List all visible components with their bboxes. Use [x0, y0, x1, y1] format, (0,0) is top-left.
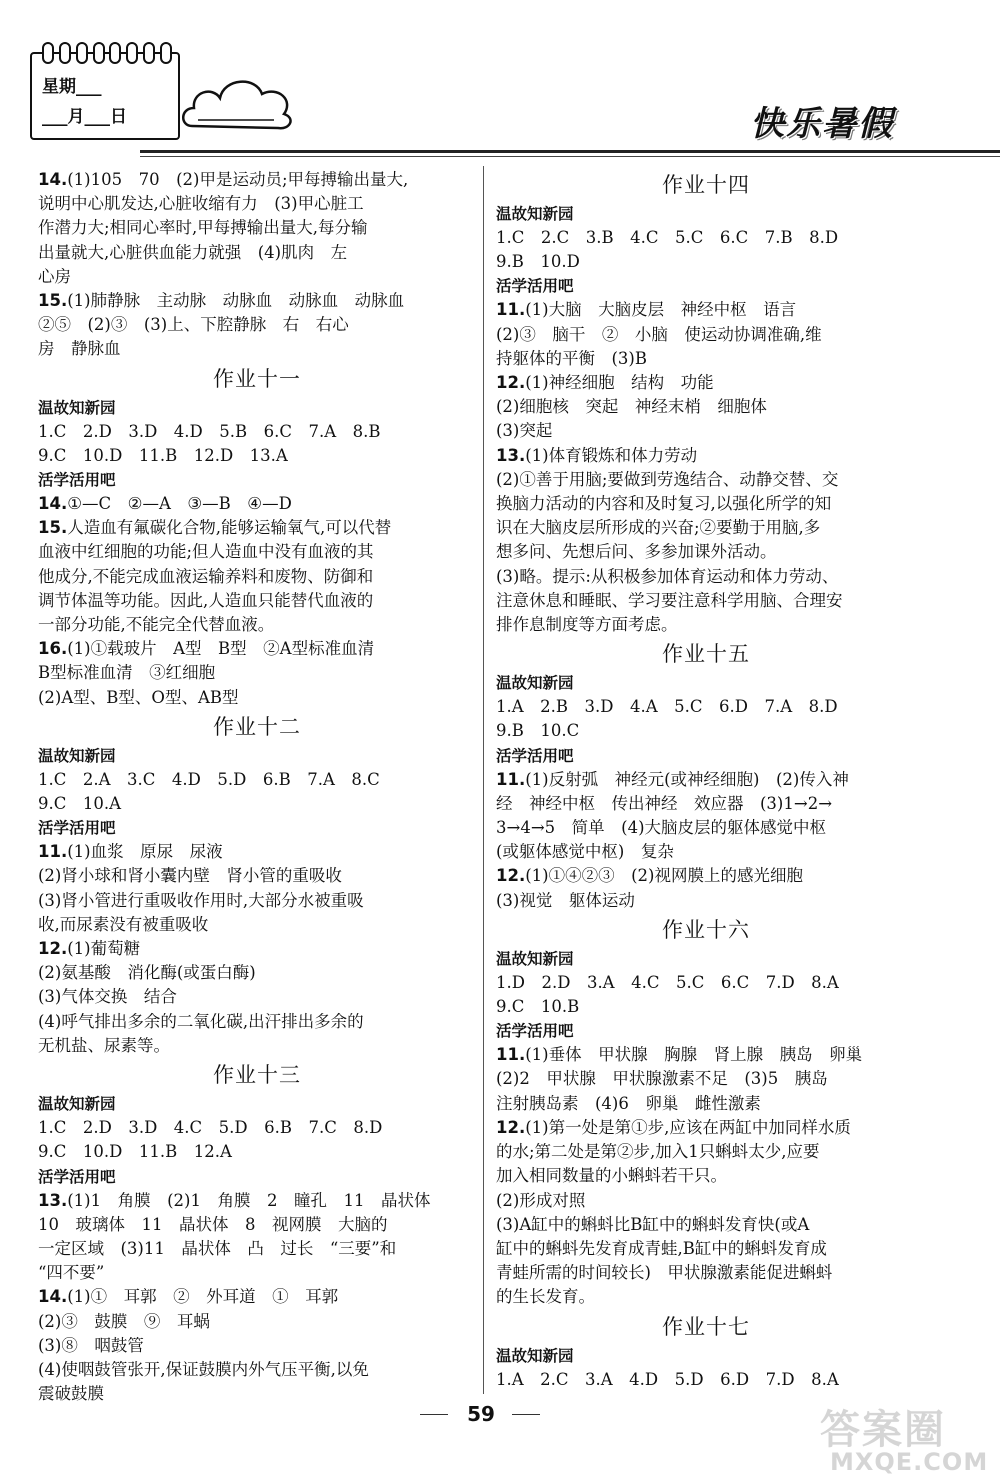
assignment-title: 作业十六: [662, 917, 750, 942]
section-heading: 活学活用吧: [38, 1167, 116, 1186]
answer-text: (1)105 70 (2)甲是运动员;甲每搏输出量大,: [67, 170, 409, 189]
answer-text: (2)细胞核 突起 神经末梢 细胞体: [496, 397, 767, 417]
cloud-icon: [178, 68, 298, 138]
answer-text: 想多问、先想后问、多参加课外活动。: [496, 542, 777, 562]
answer-text: (2)①善于用脑;要做到劳逸结合、动静交替、交: [496, 469, 839, 489]
section-heading: 活学活用吧: [38, 471, 116, 490]
answer-text: (3)⑧ 咽鼓管: [38, 1335, 144, 1355]
question-answer: [496, 1116, 916, 1310]
answer-line: 9.C 10.D 11.B 12.A: [38, 1142, 232, 1162]
answer-line: 9.C 10.A: [38, 794, 122, 814]
answer-text: ①—C ②—A ③—B ④—D: [67, 494, 292, 514]
question-number: 12.: [38, 939, 68, 959]
answer-line: 9.B 10.C: [496, 721, 580, 741]
question-number: 12.: [496, 373, 526, 393]
weekday-blank: 星期___: [42, 77, 102, 97]
answer-text: 加入相同数量的小蝌蚪若干只。: [496, 1166, 727, 1186]
answer-text: 的生长发育。: [496, 1287, 595, 1307]
footer-dash-left: [420, 1414, 448, 1415]
question-answer: [38, 1285, 476, 1406]
answer-first-line: [38, 168, 476, 192]
answer-text: (3)视觉 躯体运动: [496, 890, 635, 910]
question-number: 14.: [38, 170, 68, 189]
answer-line: 1.D 2.D 3.A 4.C 5.C 6.C 7.D 8.A: [496, 972, 839, 992]
answer-text: (2)③ 脑干 ② 小脑 使运动协调准确,维: [496, 324, 822, 344]
answer-text: (2)形成对照: [496, 1190, 586, 1210]
answer-text: (1)肺静脉 主动脉 动脉血 动脉血 动脉血: [67, 291, 405, 311]
answer-text: 一部分功能,不能完全代替血液。: [38, 615, 275, 635]
answer-line: 9.B 10.D: [496, 252, 580, 272]
assignment-title: 作业十五: [662, 642, 750, 667]
answer-text: (3)气体交换 结合: [38, 987, 177, 1007]
question-answer: [496, 298, 916, 371]
answer-text: (1)血浆 原尿 尿液: [67, 842, 223, 862]
answer-first-line: [496, 1043, 916, 1067]
header-rule: [140, 150, 1000, 153]
answer-text: (1)神经细胞 结构 功能: [525, 373, 714, 393]
assignment-title: 作业十四: [662, 173, 750, 197]
assignment-title: 作业十一: [213, 366, 301, 391]
question-number: 12.: [496, 866, 526, 886]
footer-dash-right: [512, 1414, 540, 1415]
question-answer: [496, 1043, 916, 1116]
answer-text: (1)第一处是第①步,应该在两缸中加同样水质: [525, 1117, 851, 1137]
header-rule-thin: [140, 156, 1000, 157]
answer-first-line: [496, 298, 916, 322]
answer-text: 他成分,不能完成血液运输养料和废物、防御和: [38, 566, 374, 586]
question-number: 11.: [496, 769, 526, 789]
answer-text: ②⑤ (2)③ (3)上、下腔静脉 右 右心: [38, 315, 349, 335]
question-answer: [38, 168, 476, 289]
answer-text: 一定区域 (3)11 晶状体 凸 过长 “三要”和: [38, 1238, 397, 1258]
question-number: 15.: [38, 291, 68, 311]
answer-text: 10 玻璃体 11 晶状体 8 视网膜 大脑的: [38, 1214, 388, 1234]
question-number: 14.: [38, 494, 68, 514]
answer-first-line: [496, 371, 916, 395]
section-heading: 活学活用吧: [38, 819, 116, 838]
left-column: [38, 168, 476, 1406]
section-heading: 温故知新园: [38, 746, 116, 765]
section-heading: 温故知新园: [496, 949, 574, 968]
question-answer: [496, 371, 916, 444]
answer-text: 血液中红细胞的功能;但人造血中没有血液的其: [38, 542, 374, 562]
answer-text: (3)略。提示:从积极参加体育运动和体力劳动、: [496, 566, 839, 586]
question-answer: [496, 444, 916, 638]
section-heading: 温故知新园: [38, 398, 116, 417]
section-heading: 温故知新园: [38, 1095, 116, 1114]
calendar-date-box: [30, 52, 180, 140]
answer-first-line: [38, 289, 476, 313]
question-answer: [38, 840, 476, 937]
answer-text: (2)③ 鼓膜 ⑨ 耳蜗: [38, 1311, 210, 1331]
question-number: 13.: [38, 1190, 68, 1210]
answer-text: 无机盐、尿素等。: [38, 1035, 170, 1055]
answer-text: (或躯体感觉中枢) 复杂: [496, 842, 674, 862]
question-number: 14.: [38, 1287, 68, 1307]
answer-line: 9.C 10.D 11.B 12.D 13.A: [38, 445, 288, 465]
section-heading: 温故知新园: [496, 1346, 574, 1365]
question-answer: [38, 492, 476, 516]
watermark-text: 答案圈: [820, 1407, 946, 1453]
answer-first-line: [38, 637, 476, 661]
question-answer: [496, 768, 916, 865]
answer-text: 排作息制度等方面考虑。: [496, 615, 678, 635]
answer-text: 说明中心肌发达,心脏收缩有力 (3)甲心脏工: [38, 194, 364, 214]
answer-first-line: [496, 768, 916, 792]
question-number: 13.: [496, 445, 526, 465]
answer-text: 的水;第二处是第②步,加入1只蝌蚪太少,应要: [496, 1142, 820, 1162]
answer-text: (1)大脑 大脑皮层 神经中枢 语言: [525, 300, 797, 320]
answer-text: (3)肾小管进行重吸收作用时,大部分水被重吸: [38, 890, 364, 910]
question-answer: [38, 516, 476, 637]
answer-text: (1)①④②③ (2)视网膜上的感光细胞: [525, 866, 803, 886]
answer-text: (1)① 耳郭 ② 外耳道 ① 耳郭: [67, 1287, 339, 1307]
answer-line: 1.C 2.D 3.D 4.D 5.B 6.C 7.A 8.B: [38, 421, 381, 441]
answer-text: 人造血有氟碳化合物,能够运输氧气,可以代替: [67, 518, 392, 538]
page-header: [0, 0, 1000, 160]
section-heading: 温故知新园: [496, 205, 574, 223]
answer-line: 1.A 2.C 3.A 4.D 5.D 6.D 7.D 8.A: [496, 1369, 839, 1389]
answer-text: (4)使咽鼓管张开,保证鼓膜内外气压平衡,以免: [38, 1359, 369, 1379]
answer-text: (1)1 角膜 (2)1 角膜 2 瞳孔 11 晶状体: [67, 1190, 431, 1210]
section-heading: 活学活用吧: [496, 277, 574, 296]
section-heading: 温故知新园: [496, 674, 574, 693]
assignment-title: 作业十七: [662, 1314, 750, 1339]
answer-text: “四不要”: [38, 1263, 105, 1283]
date-blank: ___月___日: [42, 107, 127, 127]
question-number: 15.: [38, 518, 68, 538]
answer-first-line: [38, 937, 476, 961]
answer-text: B型标准血清 ③红细胞: [38, 663, 216, 683]
answer-first-line: [38, 1189, 476, 1213]
answer-text: 震破鼓膜: [38, 1384, 104, 1404]
answer-text: (2)2 甲状腺 甲状腺激素不足 (3)5 胰岛: [496, 1069, 828, 1089]
question-answer: [38, 937, 476, 1058]
answer-text: 青蛙所需的时间较长) 甲状腺激素能促进蝌蚪: [496, 1263, 833, 1283]
answer-text: (1)葡萄糖: [67, 939, 141, 959]
question-answer: [38, 289, 476, 362]
answer-text: (1)垂体 甲状腺 胸腺 肾上腺 胰岛 卵巢: [525, 1045, 863, 1065]
answer-line: 1.C 2.D 3.D 4.C 5.D 6.B 7.C 8.D: [38, 1118, 383, 1138]
column-divider: [483, 166, 484, 1394]
answer-first-line: [38, 1285, 476, 1309]
answer-first-line: [496, 444, 916, 468]
page-number: 59: [467, 1402, 495, 1426]
answer-line: 1.C 2.C 3.B 4.C 5.C 6.C 7.B 8.D: [496, 228, 839, 247]
answer-line: 1.C 2.A 3.C 4.D 5.D 6.B 7.A 8.C: [38, 769, 380, 789]
answer-text: 调节体温等功能。因此,人造血只能替代血液的: [38, 590, 374, 610]
question-number: 11.: [496, 1045, 526, 1065]
question-number: 11.: [496, 300, 526, 320]
happy-summer-logo: [750, 96, 950, 146]
answer-text: (3)A缸中的蝌蚪比B缸中的蝌蚪发育快(或A: [496, 1214, 810, 1234]
answer-first-line: [38, 492, 476, 516]
answer-text: (1)反射弧 神经元(或神经细胞) (2)传入神: [525, 769, 849, 789]
answer-text: (4)呼气排出多余的二氧化碳,出汗排出多余的: [38, 1011, 364, 1031]
question-answer: [38, 637, 476, 710]
answer-text: 作潜力大;相同心率时,甲每搏输出量大,每分输: [38, 218, 368, 238]
answer-first-line: [38, 516, 476, 540]
watermark-logo: [820, 1398, 990, 1478]
watermark-url: MXQE.COM: [830, 1448, 989, 1476]
answer-text: 出量就大,心脏供血能力就强 (4)肌肉 左: [38, 242, 348, 262]
answer-text: 3→4→5 简单 (4)大脑皮层的躯体感觉中枢: [496, 818, 827, 838]
question-number: 16.: [38, 639, 68, 659]
right-column: [496, 168, 916, 1392]
answer-text: (2)肾小球和肾小囊内壁 肾小管的重吸收: [38, 866, 342, 886]
section-heading: 活学活用吧: [496, 1022, 574, 1041]
answer-text: 房 静脉血: [38, 339, 121, 359]
answer-first-line: [496, 864, 916, 888]
answer-text: 注射胰岛素 (4)6 卵巢 雌性激素: [496, 1093, 761, 1113]
answer-first-line: [38, 840, 476, 864]
question-number: 12.: [496, 1117, 526, 1137]
answer-text: (2)氨基酸 消化酶(或蛋白酶): [38, 963, 256, 983]
logo-text: 快乐暑假: [750, 104, 894, 144]
answer-text: (1)体育锻炼和体力劳动: [525, 445, 698, 465]
question-answer: [496, 864, 916, 912]
calendar-rings: [42, 42, 172, 62]
answer-line: 9.C 10.B: [496, 997, 580, 1017]
answer-text: 注意休息和睡眠、学习要注意科学用脑、合理安: [496, 590, 843, 610]
answer-text: 识在大脑皮层所形成的兴奋;②要勤于用脑,多: [496, 518, 821, 538]
assignment-title: 作业十三: [213, 1063, 301, 1088]
answer-text: 心房: [38, 266, 71, 286]
assignment-title: 作业十二: [213, 714, 301, 739]
answer-text: (1)①载玻片 A型 B型 ②A型标准血清: [67, 639, 375, 659]
answer-line: 1.A 2.B 3.D 4.A 5.C 6.D 7.A 8.D: [496, 697, 838, 717]
answer-text: 换脑力活动的内容和及时复习,以强化所学的知: [496, 494, 832, 514]
question-answer: [38, 1189, 476, 1286]
answer-text: 收,而尿素没有被重吸收: [38, 914, 209, 934]
answer-text: (2)A型、B型、O型、AB型: [38, 687, 239, 707]
section-heading: 活学活用吧: [496, 746, 574, 765]
answer-text: 经 神经中枢 传出神经 效应器 (3)1→2→: [496, 793, 833, 813]
answer-text: 持躯体的平衡 (3)B: [496, 348, 647, 368]
answer-text: (3)突起: [496, 421, 553, 441]
answer-first-line: [496, 1116, 916, 1140]
question-number: 11.: [38, 842, 68, 862]
answer-text: 缸中的蝌蚪先发育成青蛙,B缸中的蝌蚪发育成: [496, 1238, 827, 1258]
